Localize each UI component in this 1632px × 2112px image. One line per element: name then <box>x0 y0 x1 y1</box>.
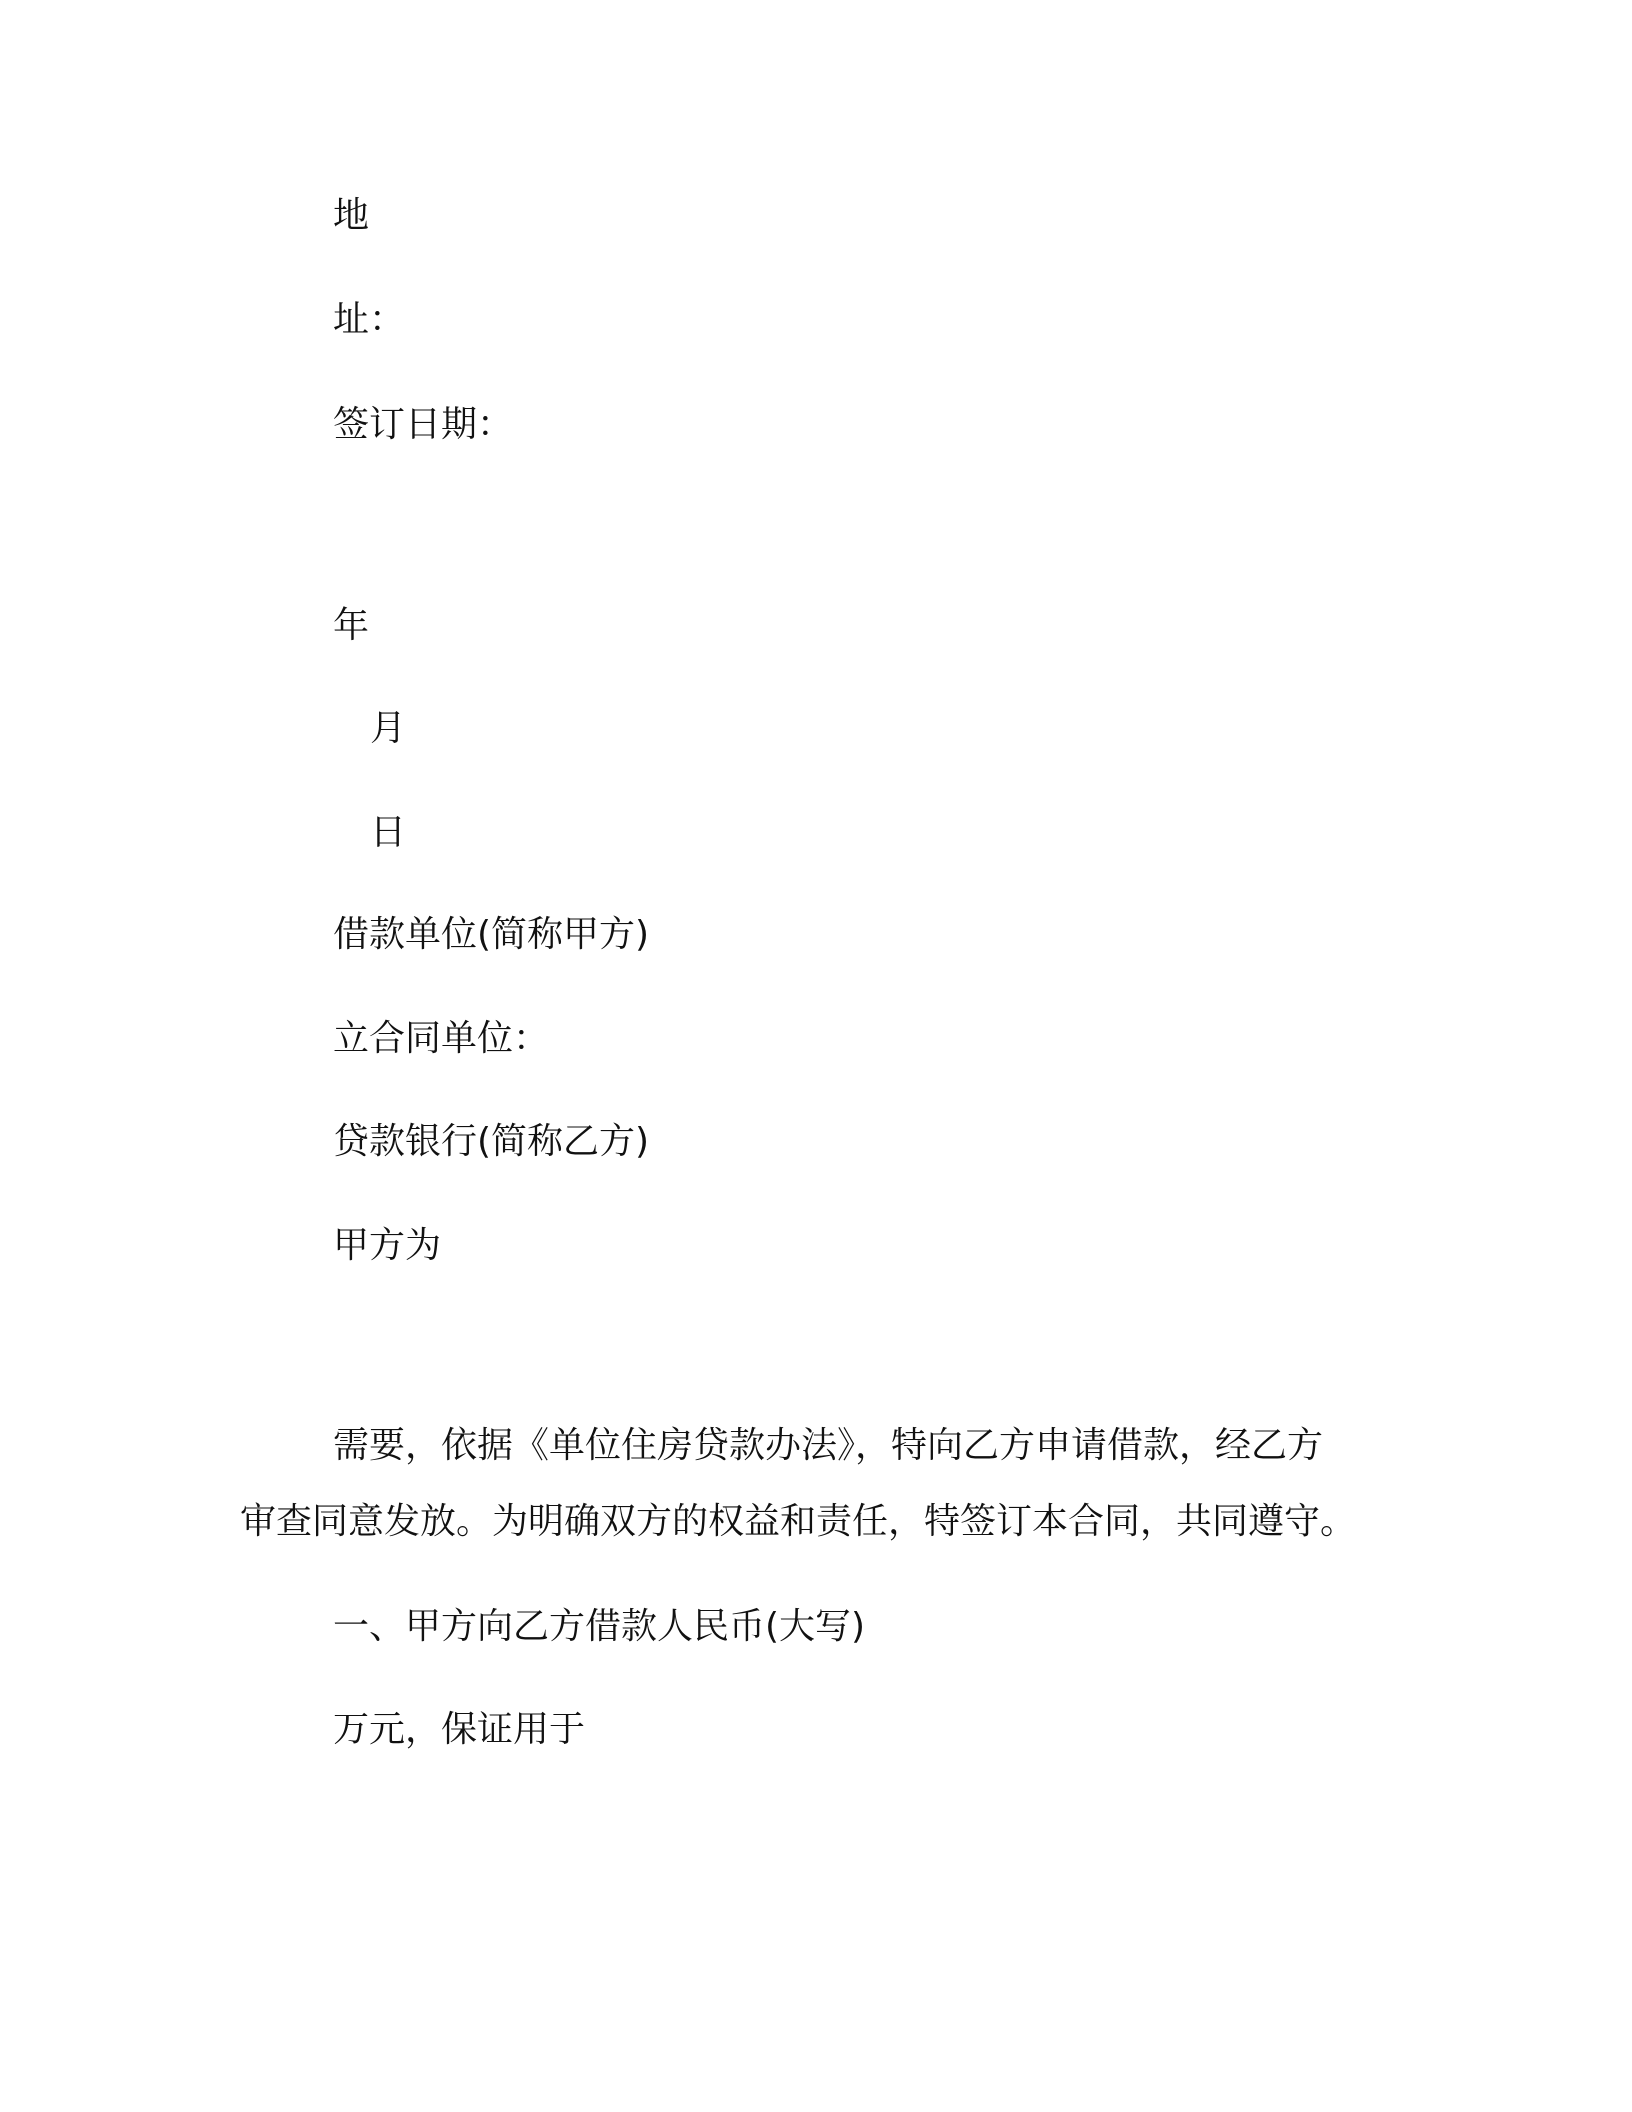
clause-1-line-1: 一、甲方向乙方借款人民币(大写) <box>333 1606 866 1647</box>
body-paragraph-line-1: 需要，依据《单位住房贷款办法》，特向乙方申请借款，经乙方 <box>333 1425 1324 1466</box>
clause-1-line-2: 万元，保证用于 <box>333 1709 586 1750</box>
month-label: 月 <box>370 708 407 749</box>
party-a-for-label: 甲方为 <box>333 1225 442 1266</box>
year-label: 年 <box>333 605 370 646</box>
day-label: 日 <box>370 812 407 853</box>
sign-date-label: 签订日期： <box>333 404 514 445</box>
contract-unit-label: 立合同单位： <box>333 1018 550 1059</box>
address-label-char-2: 址： <box>333 299 406 340</box>
body-paragraph-line-2: 审查同意发放。为明确双方的权益和责任，特签订本合同，共同遵守。 <box>240 1501 1357 1542</box>
borrower-label: 借款单位(简称甲方) <box>333 914 650 955</box>
address-label-char-1: 地 <box>333 195 370 236</box>
lender-label: 贷款银行(简称乙方) <box>333 1121 650 1162</box>
